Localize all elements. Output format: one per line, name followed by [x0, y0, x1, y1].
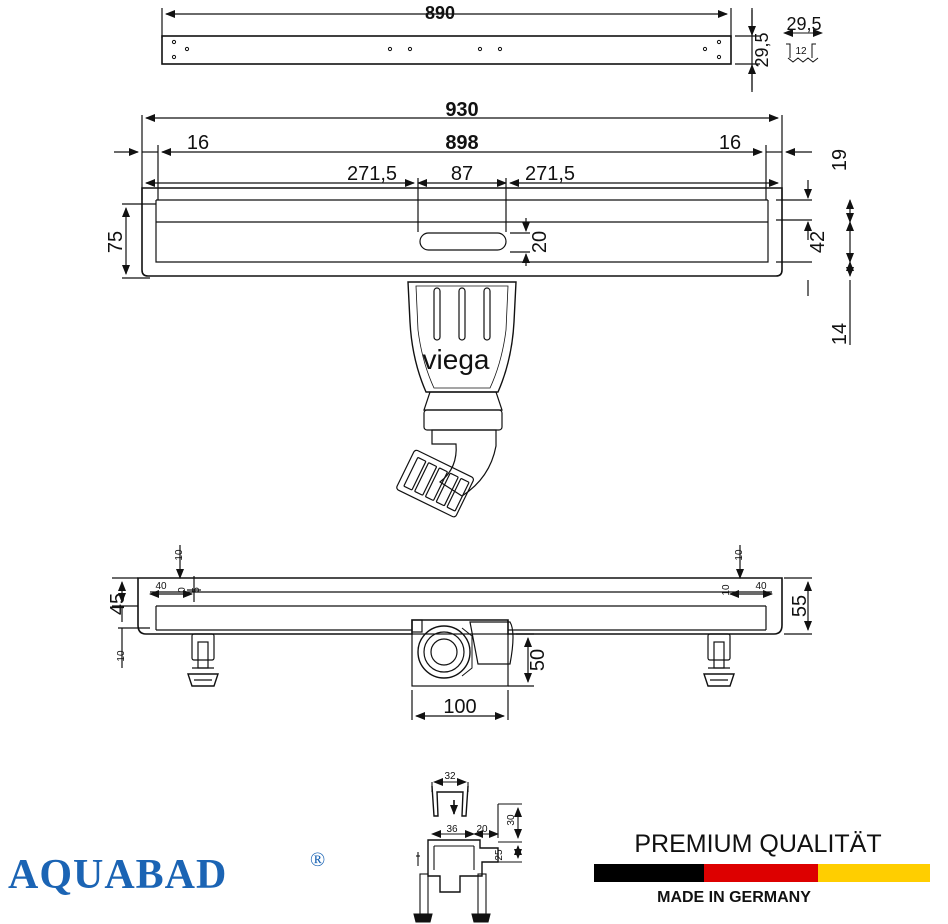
aquabad-logo: AQUABAD	[8, 852, 228, 898]
front-view	[114, 115, 850, 518]
dim-outlet-height-20: 20	[529, 230, 551, 254]
detail-dim-32: 32	[444, 771, 456, 782]
outlet-slot	[420, 233, 506, 250]
siphon-brand-label: viega	[422, 344, 490, 375]
channel-body	[142, 188, 782, 276]
leg-right	[704, 634, 734, 686]
dim-right-10-top: 10	[734, 549, 745, 561]
leg-left	[188, 634, 218, 686]
top-view	[162, 8, 822, 92]
dim-left-10: 10	[174, 549, 185, 561]
detail-dim-20: 20	[476, 824, 488, 835]
dim-slot-12: 12	[795, 46, 807, 57]
dim-right-segment: 271,5	[524, 163, 576, 185]
side-view	[112, 545, 812, 720]
detail-dim-30: 30	[506, 814, 517, 826]
dim-19: 19	[829, 148, 851, 172]
grate-outline	[162, 36, 731, 64]
dim-inner-length-898: 898	[445, 132, 479, 154]
siphon	[396, 282, 516, 518]
dim-height-45: 45	[107, 592, 129, 616]
dim-42: 42	[807, 230, 829, 254]
side-outlet	[412, 620, 513, 686]
detail-dim-36: 36	[446, 824, 458, 835]
dim-foot-10: 10	[116, 650, 127, 662]
dim-left-flange-16: 16	[186, 132, 210, 154]
dim-outlet-width-87: 87	[450, 163, 474, 185]
dim-right-flange-16: 16	[718, 132, 742, 154]
made-in-germany-label: MADE IN GERMANY	[657, 889, 811, 906]
dim-outlet-50: 50	[527, 648, 549, 672]
premium-quality-label: PREMIUM QUALITÄT	[634, 830, 882, 858]
dim-height-55: 55	[789, 594, 811, 618]
registered-mark: ®	[310, 849, 326, 871]
dim-left-5: 5	[191, 587, 202, 593]
dim-width-29-5: 29,5	[786, 14, 822, 34]
detail-channel	[428, 840, 498, 892]
dim-outlet-100: 100	[443, 696, 477, 718]
dim-length-890: 890	[424, 3, 456, 23]
dim-right-40: 40	[755, 581, 767, 592]
dim-14: 14	[829, 322, 851, 346]
dim-left-0: 0	[177, 587, 188, 593]
detail-view	[414, 782, 522, 922]
dim-height-75: 75	[105, 230, 127, 254]
dim-left-40: 40	[155, 581, 167, 592]
detail-dim-25: 25	[494, 849, 505, 861]
german-flag-stripe	[594, 864, 930, 882]
dim-left-segment: 271,5	[346, 163, 398, 185]
dim-total-length-930: 930	[445, 99, 479, 121]
dim-right-10: 10	[721, 584, 732, 596]
dim-height-29-5: 29,5	[752, 32, 772, 68]
grate-holes	[172, 40, 720, 58]
